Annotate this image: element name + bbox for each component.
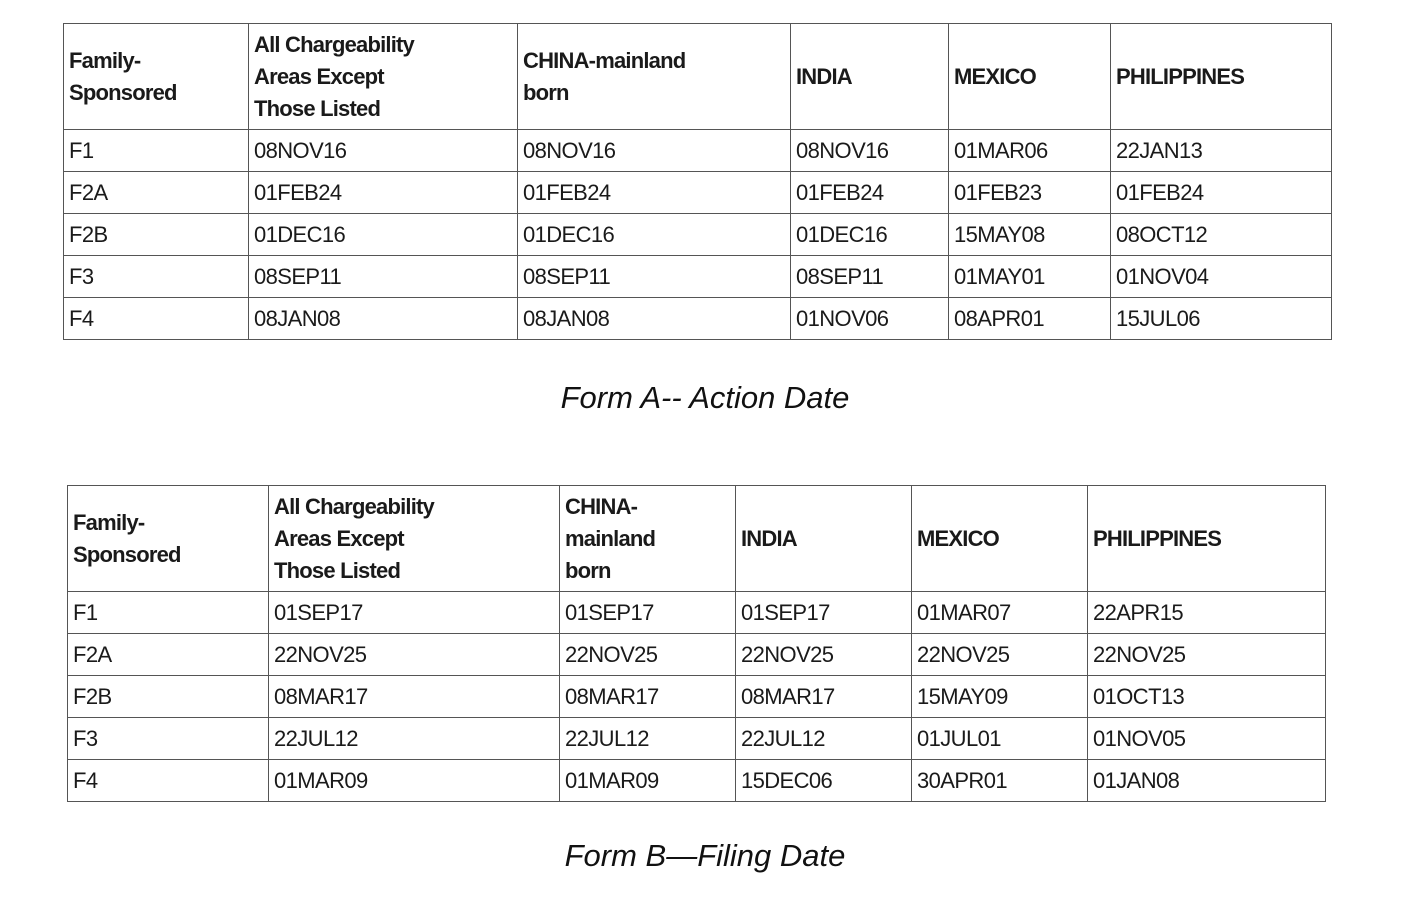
- date-cell: 01JUL01: [912, 718, 1088, 760]
- date-cell: 08NOV16: [791, 130, 949, 172]
- date-cell: 01MAR06: [949, 130, 1111, 172]
- category-cell: F4: [64, 298, 249, 340]
- date-cell: 30APR01: [912, 760, 1088, 802]
- date-cell: 01JAN08: [1088, 760, 1326, 802]
- date-cell: 08OCT12: [1111, 214, 1332, 256]
- date-cell: 01MAR09: [269, 760, 560, 802]
- date-cell: 08MAR17: [560, 676, 736, 718]
- date-cell: 01NOV04: [1111, 256, 1332, 298]
- date-cell: 08JAN08: [249, 298, 518, 340]
- date-cell: 22NOV25: [560, 634, 736, 676]
- table-row: [64, 172, 1332, 214]
- date-cell: 01FEB23: [949, 172, 1111, 214]
- date-cell: 15JUL06: [1111, 298, 1332, 340]
- table-caption-action-date: Form A-- Action Date: [560, 380, 850, 415]
- date-cell: 01FEB24: [1111, 172, 1332, 214]
- date-cell: 22JAN13: [1111, 130, 1332, 172]
- table-caption-filing-date: Form B—Filing Date: [564, 838, 846, 873]
- date-cell: 01DEC16: [518, 214, 791, 256]
- column-header: INDIA: [791, 24, 949, 130]
- category-cell: F2A: [68, 634, 269, 676]
- date-cell: 22NOV25: [912, 634, 1088, 676]
- category-cell: F1: [68, 592, 269, 634]
- date-cell: 22JUL12: [560, 718, 736, 760]
- date-cell: 01DEC16: [791, 214, 949, 256]
- date-cell: 22JUL12: [269, 718, 560, 760]
- table-row: [68, 676, 1326, 718]
- date-cell: 01SEP17: [560, 592, 736, 634]
- column-header: All Chargeability Areas Except Those Listed: [269, 486, 560, 592]
- category-cell: F2B: [64, 214, 249, 256]
- date-cell: 01OCT13: [1088, 676, 1326, 718]
- date-cell: 22APR15: [1088, 592, 1326, 634]
- date-cell: 01FEB24: [791, 172, 949, 214]
- date-cell: 08NOV16: [518, 130, 791, 172]
- date-cell: 15MAY08: [949, 214, 1111, 256]
- column-header: PHILIPPINES: [1088, 486, 1326, 592]
- date-cell: 08MAR17: [736, 676, 912, 718]
- date-cell: 08SEP11: [791, 256, 949, 298]
- date-cell: 08MAR17: [269, 676, 560, 718]
- category-cell: F4: [68, 760, 269, 802]
- date-cell: 22JUL12: [736, 718, 912, 760]
- date-cell: 22NOV25: [736, 634, 912, 676]
- table-row: [64, 130, 1332, 172]
- date-cell: 22NOV25: [269, 634, 560, 676]
- category-cell: F2A: [64, 172, 249, 214]
- table-row: [68, 634, 1326, 676]
- table-row: [64, 298, 1332, 340]
- date-cell: 01MAR09: [560, 760, 736, 802]
- date-cell: 22NOV25: [1088, 634, 1326, 676]
- date-cell: 08SEP11: [518, 256, 791, 298]
- column-header: INDIA: [736, 486, 912, 592]
- date-cell: 01MAR07: [912, 592, 1088, 634]
- column-header: PHILIPPINES: [1111, 24, 1332, 130]
- table-row: [68, 592, 1326, 634]
- category-cell: F3: [64, 256, 249, 298]
- date-cell: 01SEP17: [269, 592, 560, 634]
- column-header: CHINA-mainland born: [518, 24, 791, 130]
- date-cell: 08SEP11: [249, 256, 518, 298]
- date-cell: 08NOV16: [249, 130, 518, 172]
- column-header: All Chargeability Areas Except Those Listed: [249, 24, 518, 130]
- date-cell: 01DEC16: [249, 214, 518, 256]
- date-cell: 08JAN08: [518, 298, 791, 340]
- header-row: [68, 486, 1326, 592]
- table-row: [68, 760, 1326, 802]
- column-header: CHINA- mainland born: [560, 486, 736, 592]
- table-row: [64, 214, 1332, 256]
- date-cell: 08APR01: [949, 298, 1111, 340]
- date-cell: 01FEB24: [518, 172, 791, 214]
- date-cell: 01SEP17: [736, 592, 912, 634]
- category-cell: F3: [68, 718, 269, 760]
- column-header: MEXICO: [912, 486, 1088, 592]
- date-cell: 01NOV06: [791, 298, 949, 340]
- date-cell: 01MAY01: [949, 256, 1111, 298]
- action-date-table: [63, 23, 1332, 340]
- date-cell: 15MAY09: [912, 676, 1088, 718]
- table-row: [64, 256, 1332, 298]
- category-cell: F2B: [68, 676, 269, 718]
- category-cell: F1: [64, 130, 249, 172]
- table-row: [68, 718, 1326, 760]
- date-cell: 01FEB24: [249, 172, 518, 214]
- date-cell: 01NOV05: [1088, 718, 1326, 760]
- column-header: Family- Sponsored: [68, 486, 269, 592]
- filing-date-table: [67, 485, 1326, 802]
- column-header: MEXICO: [949, 24, 1111, 130]
- date-cell: 15DEC06: [736, 760, 912, 802]
- column-header: Family- Sponsored: [64, 24, 249, 130]
- header-row: [64, 24, 1332, 130]
